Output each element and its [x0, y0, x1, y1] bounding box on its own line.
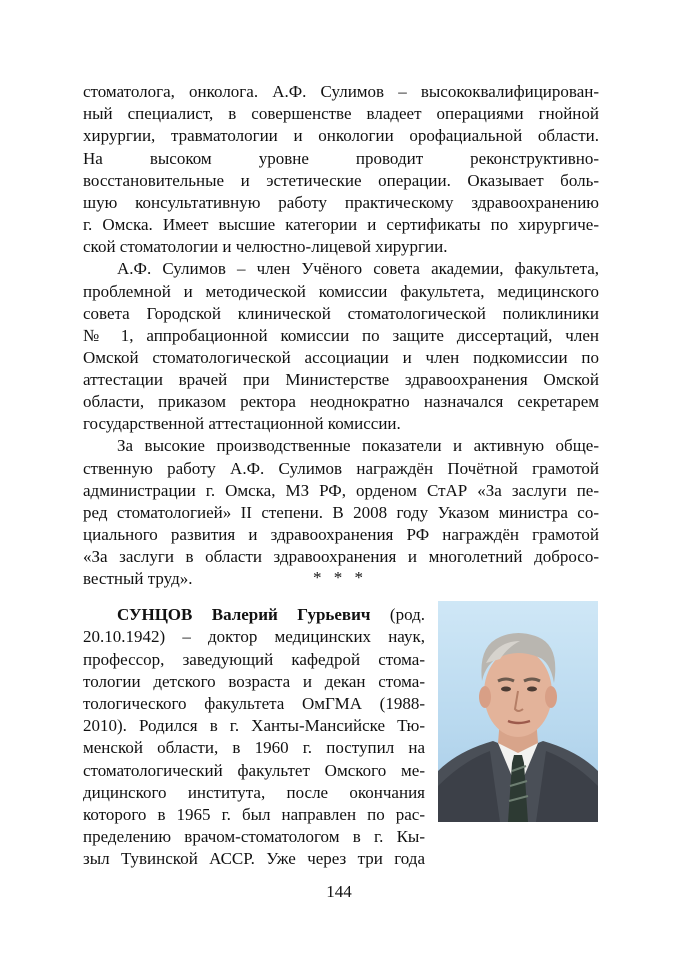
text-line: № 1, аппробационной комиссии по защите диссертаций, член — [83, 326, 599, 345]
text-line: тологии детского возраста и декан стома- — [83, 672, 425, 691]
text-line: зыл Тувинской АССР. Уже через три года — [83, 849, 425, 868]
text-line: совета Городской клинической стоматологической поликлиники — [83, 304, 599, 323]
biography-first-line — [117, 604, 425, 626]
text-line: пределению врачом-стоматологом в г. Кы- — [83, 827, 425, 846]
text-line: 2010). Родился в г. Ханты-Мансийске Тю- — [83, 716, 425, 735]
text-line: вестный труд». — [83, 569, 193, 588]
page-number: 144 — [326, 882, 352, 901]
text-line: На высоком уровне проводит реконструктивно- — [83, 149, 599, 168]
portrait-photo — [438, 601, 598, 822]
text-line: ственную работу А.Ф. Сулимов награждён Почётной грамотой — [83, 459, 599, 478]
person-name: СУНЦОВ Валерий Гурьевич — [117, 605, 371, 624]
text-line: стоматологический факультет Омского ме- — [83, 761, 425, 780]
text-line: менской области, в 1960 г. поступил на — [83, 738, 425, 757]
text-line: государственной аттестационной комиссии. — [83, 414, 401, 433]
text-line: которого в 1965 г. был направлен по рас- — [83, 805, 425, 824]
text-line: 20.10.1942) – доктор медицинских наук, — [83, 627, 425, 646]
text-line: восстановительные и эстетические операции. Оказывает боль- — [83, 171, 599, 190]
text-line: проблемной и методической комиссии факультета, медицинского — [83, 282, 599, 301]
text-line: ред стоматологией» II степени. В 2008 году Указом министра со- — [83, 503, 599, 522]
text-line: стоматолога, онколога. А.Ф. Сулимов – высококвалифицирован- — [83, 82, 599, 101]
text-line: г. Омска. Имеет высшие категории и сертификаты по хирургиче- — [83, 215, 599, 234]
text-line: области, приказом ректора неоднократно назначался секретарем — [83, 392, 599, 411]
birth-prefix: (род. — [370, 605, 425, 624]
text-line: тологического факультета ОмГМА (1988- — [83, 694, 425, 713]
text-line: ской стоматологии и челюстно-лицевой хирургии. — [83, 237, 448, 256]
text-line: циального развития и здравоохранения РФ награждён грамотой — [83, 525, 599, 544]
text-line: профессор, заведующий кафедрой стома- — [83, 650, 425, 669]
text-line: хирургии, травматологии и онкологии орофациальной области. — [83, 126, 599, 145]
section-separator: * * * — [313, 568, 367, 587]
portrait-illustration — [438, 601, 598, 822]
text-line: А.Ф. Сулимов – член Учёного совета академии, факультета, — [117, 259, 599, 278]
text-line: «За заслуги в области здравоохранения и многолетний добросо- — [83, 547, 599, 566]
text-line: За высокие производственные показатели и активную обще- — [117, 436, 599, 455]
text-line: администрации г. Омска, МЗ РФ, орденом СтАР «За заслуги пе- — [83, 481, 599, 500]
text-line: шую консультативную работу практическому здравоохранению — [83, 193, 599, 212]
text-line: дицинского института, после окончания — [83, 783, 425, 802]
text-line: Омской стоматологической ассоциации и член подкомиссии по — [83, 348, 599, 367]
text-line: аттестации врачей при Министерстве здравоохранения Омской — [83, 370, 599, 389]
text-line: ный специалист, в совершенстве владеет операциями гнойной — [83, 104, 599, 123]
